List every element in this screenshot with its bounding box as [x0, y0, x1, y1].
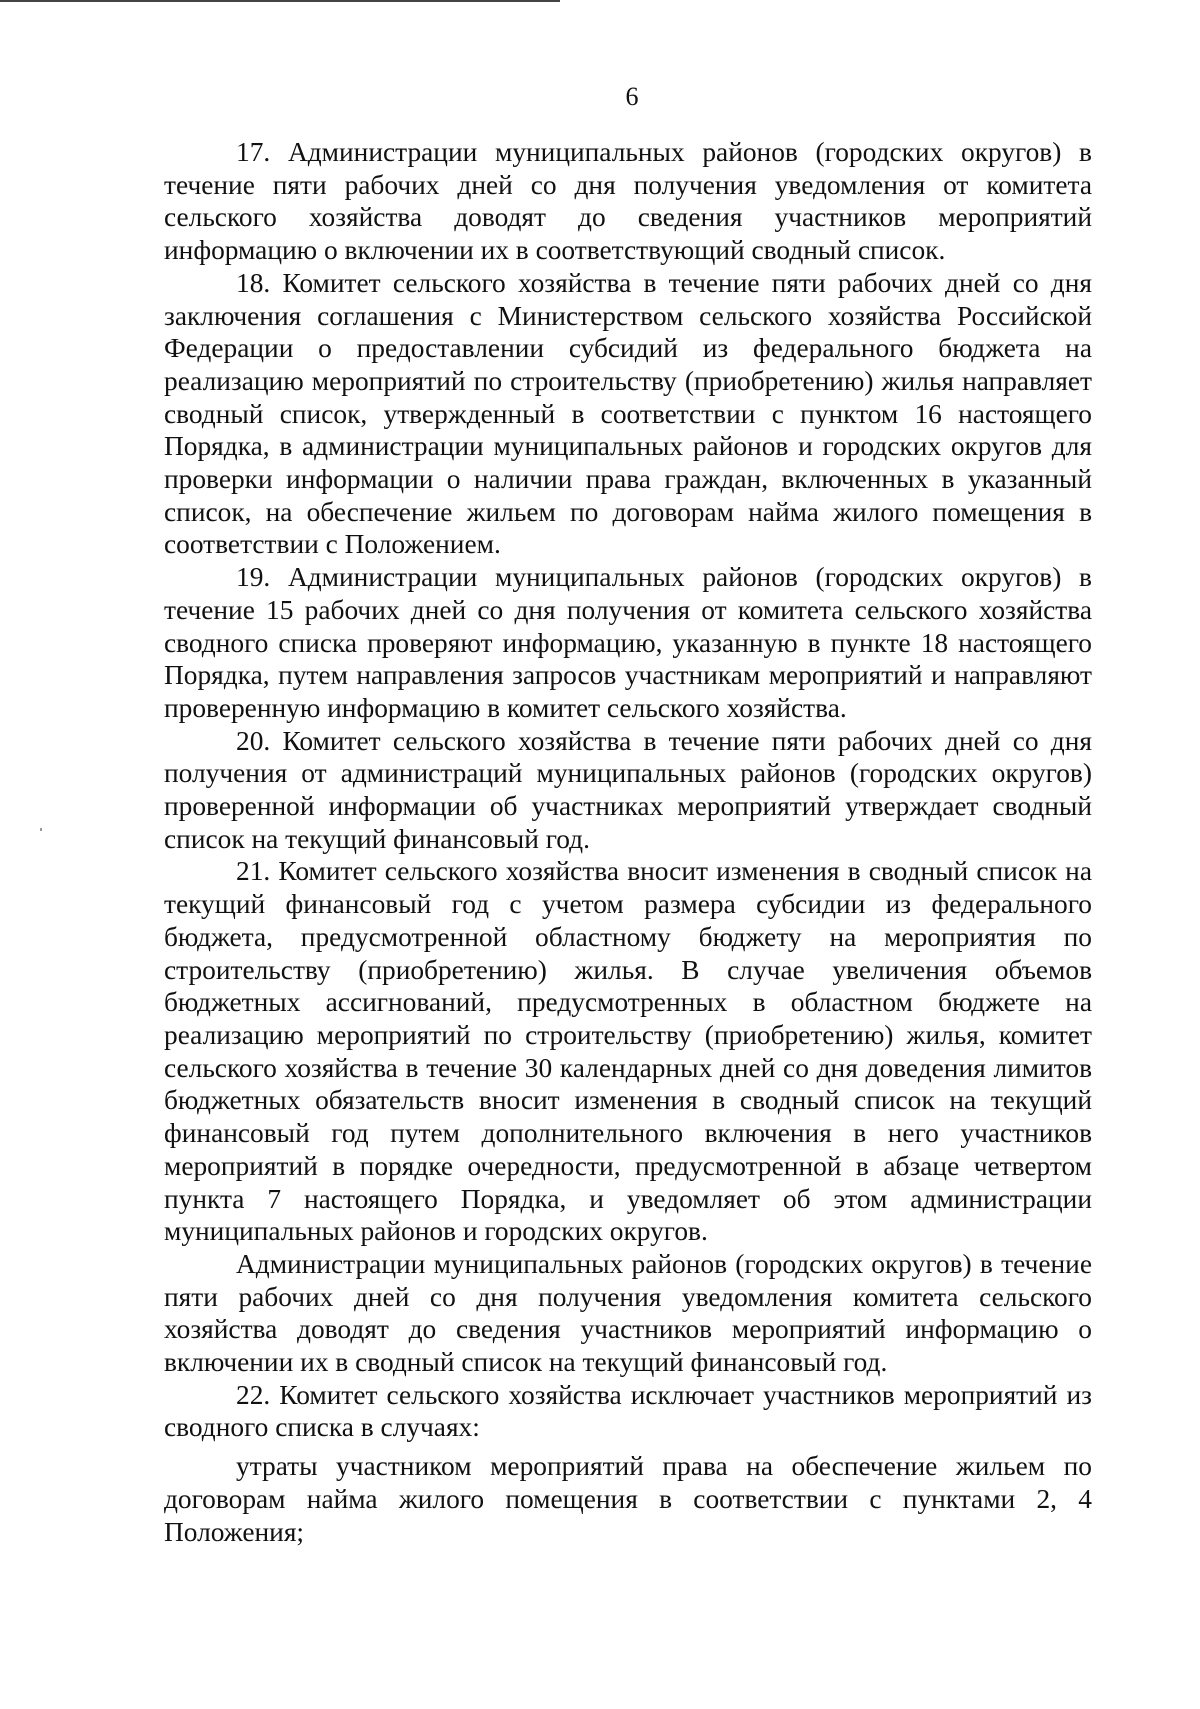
page-number: 6	[625, 82, 639, 111]
paragraph-21-administrations: Администрации муниципальных районов (городских округов) в течение пяти рабочих дней со дня получения уведомления комитета сельского хозяйства доводят до сведения участников мероприятий информацию о включении их в сводный список на текущий финансовый год.	[164, 1248, 1092, 1378]
paragraph-20: 20. Комитет сельского хозяйства в течение пяти рабочих дней со дня получения от администраций муниципальных районов (городских округов) проверенной информации об участниках мероприятий утверждает сводный список на текущий финансовый год.	[164, 725, 1092, 854]
paragraph-18: 18. Комитет сельского хозяйства в течение пяти рабочих дней со дня заключения соглашения с Министерством сельского хозяйства Российской Федерации о предоставлении субсидий из федерального бюджета на реализацию мероприятий по строительству (приобретению) жилья направляет сводный список, утвержденный в соответствии с пунктом 16 настоящего Порядка, в администрации муниципальных районов и городских округов для проверки информации о наличии права граждан, включенных в указанный список, на обеспечение жильем по договорам найма жилого помещения в соответствии с Положением.	[164, 267, 1092, 560]
document-body	[164, 136, 1092, 1548]
paragraph-17: 17. Администрации муниципальных районов (городских округов) в течение пяти рабочих дней со дня получения уведомления от комитета сельского хозяйства доводят до сведения участников мероприятий информацию о включении их в соответствующий сводный список.	[164, 137, 1092, 266]
scan-speck	[40, 828, 42, 831]
paragraph-19: 19. Администрации муниципальных районов (городских округов) в течение 15 рабочих дней со дня получения от комитета сельского хозяйства сводного списка проверяют информацию, указанную в пункте 18 настоящего Порядка, путем направления запросов участникам мероприятий и направляют проверенную информацию в комитет сельского хозяйства.	[164, 562, 1092, 723]
paragraph-22-case-loss-of-right: утраты участником мероприятий права на обеспечение жильем по договорам найма жилого помещения в соответствии с пунктами 2, 4 Положения;	[164, 1451, 1092, 1547]
scan-top-edge	[0, 0, 560, 2]
paragraph-21: 21. Комитет сельского хозяйства вносит изменения в сводный список на текущий финансовый год с учетом размера субсидии из федерального бюджета, предусмотренной областному бюджету на мероприятия по строительству (приобретению) жилья. В случае увеличения объемов бюджетных ассигнований, предусмотренных в областном бюджете на реализацию мероприятий по строительству (приобретению) жилья, комитет сельского хозяйства в течение 30 календарных дней со дня доведения лимитов бюджетных обязательств вносит изменения в сводный список на текущий финансовый год путем дополнительного включения в него участников мероприятий в порядке очередности, предусмотренной в абзаце четвертом пункта 7 настоящего Порядка, и уведомляет об этом администрации муниципальных районов и городских округов.	[164, 856, 1092, 1247]
paragraph-22: 22. Комитет сельского хозяйства исключает участников мероприятий из сводного списка в случаях:	[164, 1379, 1092, 1443]
